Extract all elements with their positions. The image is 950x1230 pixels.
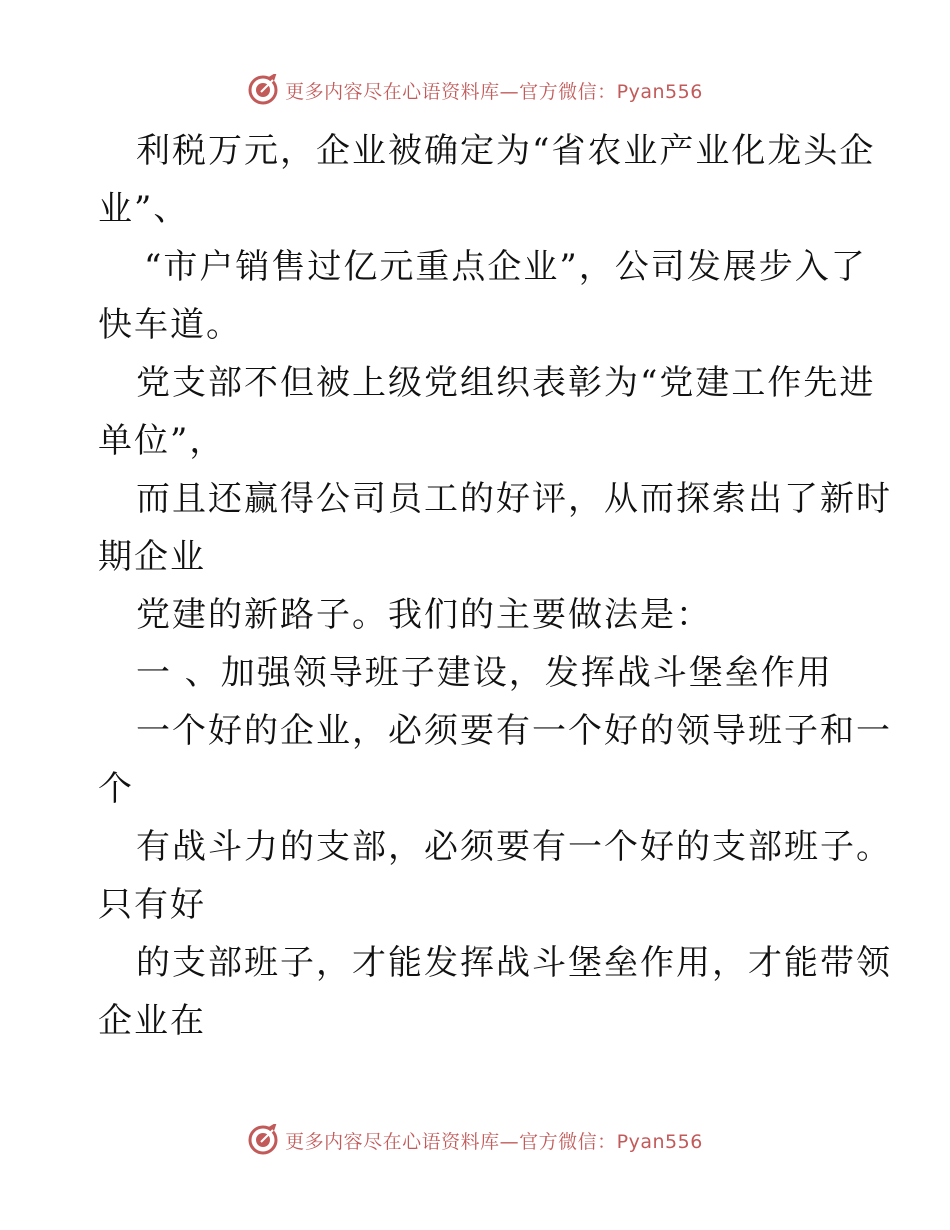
text-line: 党建的新路子。我们的主要做法是： xyxy=(136,595,712,635)
header-banner xyxy=(0,70,950,110)
text-line: 利税万元，企业被确定为“省农业产业化龙头企 xyxy=(136,131,876,171)
text-line: 业”、 xyxy=(98,189,190,229)
section-heading: 一 、加强领导班子建设，发挥战斗堡垒作用 xyxy=(136,653,833,693)
text-line: 快车道。 xyxy=(98,305,242,345)
text-line: “市户销售过亿元重点企业”，公司发展步入了 xyxy=(144,247,867,287)
text-line: 的支部班子，才能发挥战斗堡垒作用，才能带领 xyxy=(136,943,892,983)
text-line: 一个好的企业，必须要有一个好的领导班子和一 xyxy=(136,711,892,751)
pen-logo-icon xyxy=(247,74,279,106)
text-line: 个 xyxy=(98,769,134,809)
pen-logo-icon xyxy=(247,1124,279,1156)
banner-text: 更多内容尽在心语资料库—官方微信：Pyan556 xyxy=(285,80,703,103)
text-line: 单位”， xyxy=(98,421,226,461)
text-line: 有战斗力的支部，必须要有一个好的支部班子。 xyxy=(136,827,892,867)
text-line: 党支部不但被上级党组织表彰为“党建工作先进 xyxy=(136,363,876,403)
text-line: 企业在 xyxy=(98,1001,206,1041)
footer-banner xyxy=(0,1120,950,1160)
text-line: 只有好 xyxy=(98,885,206,925)
document-body xyxy=(98,122,892,1050)
text-line: 期企业 xyxy=(98,537,206,577)
banner-text: 更多内容尽在心语资料库—官方微信：Pyan556 xyxy=(285,1130,703,1153)
text-line: 而且还赢得公司员工的好评，从而探索出了新时 xyxy=(136,479,892,519)
